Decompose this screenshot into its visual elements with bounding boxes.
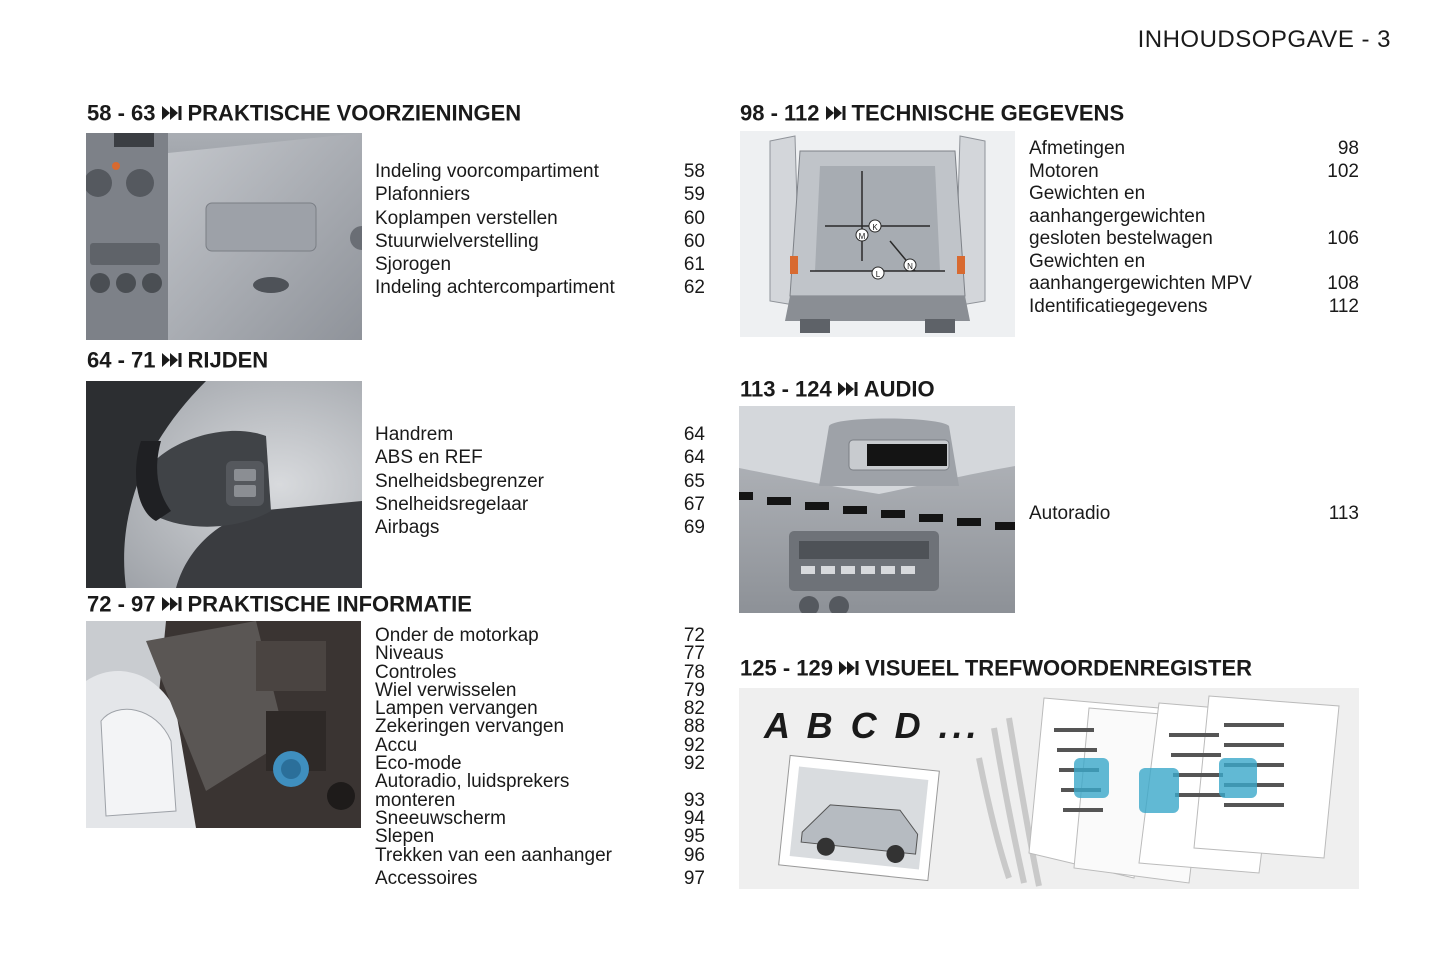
toc-entry[interactable] bbox=[375, 446, 705, 469]
toc-entry[interactable] bbox=[375, 493, 705, 516]
diagram-label: L bbox=[875, 270, 881, 279]
section-heading-visueel-trefwoordenregister bbox=[740, 655, 1252, 684]
toc-entry[interactable] bbox=[375, 645, 705, 663]
section-range: 125 - 129 bbox=[740, 655, 833, 681]
toc-entry[interactable] bbox=[1029, 502, 1359, 525]
toc-entry[interactable] bbox=[375, 718, 705, 736]
section-range: 72 - 97 bbox=[87, 591, 156, 617]
toc-entry[interactable] bbox=[1029, 296, 1359, 319]
toc-entry[interactable] bbox=[375, 773, 705, 791]
skip-forward-icon bbox=[162, 591, 182, 617]
toc-entry[interactable] bbox=[375, 828, 705, 846]
entry-label: Zekeringen vervangen bbox=[375, 716, 565, 738]
entry-page: 62 bbox=[683, 277, 705, 299]
section-title: RIJDEN bbox=[187, 347, 269, 373]
entry-page: 58 bbox=[683, 161, 705, 182]
engine-bay-photo bbox=[86, 621, 361, 828]
entry-label: Koplampen verstellen bbox=[375, 207, 558, 229]
skip-forward-icon bbox=[838, 376, 858, 402]
entry-page: 98 bbox=[1337, 138, 1359, 159]
entry-page: 69 bbox=[683, 517, 705, 539]
section-heading-praktische-voorzieningen bbox=[87, 100, 521, 129]
entry-label: monteren bbox=[375, 789, 456, 811]
entry-page: 79 bbox=[683, 679, 705, 701]
diagram-label: N bbox=[907, 262, 913, 271]
entry-label: Accu bbox=[375, 734, 418, 756]
skip-forward-icon bbox=[162, 347, 182, 373]
entry-label: Lampen vervangen bbox=[375, 698, 538, 720]
section-heading-rijden bbox=[87, 347, 268, 376]
entry-page: 96 bbox=[683, 844, 705, 866]
toc-entry[interactable] bbox=[1029, 251, 1359, 274]
toc-entry[interactable] bbox=[375, 844, 705, 866]
entry-label: Sneeuwscherm bbox=[375, 807, 506, 829]
toc-list-praktische-informatie bbox=[375, 627, 705, 888]
entry-label: Gewichten en bbox=[1029, 250, 1146, 272]
toc-entry[interactable] bbox=[1029, 273, 1359, 296]
skip-forward-icon bbox=[162, 100, 182, 126]
entry-page: 102 bbox=[1327, 160, 1359, 182]
entry-page: 92 bbox=[683, 753, 705, 775]
entry-page: 77 bbox=[683, 643, 705, 665]
toc-list-technische-gegevens bbox=[1029, 138, 1359, 318]
entry-label: Identificatiegegevens bbox=[1029, 295, 1208, 317]
section-range: 113 - 124 bbox=[740, 376, 832, 402]
entry-label: Accessoires bbox=[375, 867, 478, 889]
section-title: PRAKTISCHE INFORMATIE bbox=[187, 591, 472, 617]
steering-stalk-photo bbox=[86, 381, 362, 588]
entry-label: Airbags bbox=[375, 517, 440, 539]
index-pages-illustration bbox=[739, 688, 1359, 889]
cargo-dimensions-diagram bbox=[740, 131, 1015, 337]
entry-label: Onder de motorkap bbox=[375, 625, 539, 646]
entry-page: 112 bbox=[1328, 295, 1359, 317]
entry-page: 92 bbox=[683, 734, 705, 756]
toc-entry[interactable] bbox=[1029, 228, 1359, 251]
entry-page: 82 bbox=[683, 698, 705, 720]
entry-page: 93 bbox=[683, 789, 705, 811]
toc-entry[interactable] bbox=[1029, 138, 1359, 161]
toc-entry[interactable] bbox=[375, 516, 705, 539]
entry-page: 108 bbox=[1327, 273, 1359, 294]
entry-page: 67 bbox=[683, 493, 705, 515]
section-title: VISUEEL TREFWOORDENREGISTER bbox=[864, 655, 1253, 681]
entry-label: Gewichten en bbox=[1029, 183, 1146, 204]
entry-label: Motoren bbox=[1029, 160, 1099, 182]
dashboard-glovebox-photo bbox=[86, 133, 362, 340]
toc-entry[interactable] bbox=[375, 276, 705, 299]
toc-list-praktische-voorzieningen bbox=[375, 160, 705, 300]
toc-entry[interactable] bbox=[1029, 206, 1359, 229]
entry-page: 61 bbox=[683, 254, 705, 276]
section-title: PRAKTISCHE VOORZIENINGEN bbox=[187, 100, 522, 126]
entry-label: aanhangergewichten bbox=[1029, 205, 1206, 227]
skip-forward-icon bbox=[826, 100, 846, 126]
section-heading-praktische-informatie bbox=[87, 591, 472, 620]
toc-entry[interactable] bbox=[1029, 183, 1359, 206]
entry-page: 72 bbox=[683, 625, 705, 646]
entry-label: Afmetingen bbox=[1029, 138, 1126, 159]
toc-entry[interactable] bbox=[1029, 161, 1359, 184]
toc-list-audio bbox=[1029, 502, 1359, 525]
entry-page: 88 bbox=[683, 716, 705, 738]
toc-entry[interactable] bbox=[375, 423, 705, 446]
entry-label: Plafonniers bbox=[375, 184, 471, 206]
entry-label: Controles bbox=[375, 661, 457, 683]
entry-page: 106 bbox=[1327, 228, 1359, 249]
entry-page: 64 bbox=[683, 447, 705, 469]
skip-forward-icon bbox=[839, 655, 859, 681]
illustration-letters: A B C D ... bbox=[764, 705, 981, 746]
entry-label: Snelheidsbegrenzer bbox=[375, 470, 545, 492]
entry-label: Snelheidsregelaar bbox=[375, 493, 529, 515]
section-heading-audio bbox=[740, 376, 935, 405]
entry-page: 65 bbox=[683, 470, 705, 492]
toc-entry[interactable] bbox=[375, 183, 705, 206]
section-range: 58 - 63 bbox=[87, 100, 156, 126]
toc-entry[interactable] bbox=[375, 470, 705, 493]
entry-label: Indeling voorcompartiment bbox=[375, 161, 599, 182]
entry-label: Autoradio bbox=[1029, 503, 1111, 524]
page-title: INHOUDSOPGAVE - 3 bbox=[1137, 26, 1391, 53]
entry-page: 78 bbox=[683, 661, 705, 683]
entry-label: Indeling achtercompartiment bbox=[375, 277, 615, 299]
entry-page: 60 bbox=[683, 230, 705, 252]
entry-label: Eco-mode bbox=[375, 753, 462, 775]
entry-page: 113 bbox=[1328, 503, 1359, 524]
entry-label: gesloten bestelwagen bbox=[1029, 228, 1213, 249]
entry-label: Trekken van een aanhanger bbox=[375, 844, 612, 866]
section-title: AUDIO bbox=[863, 376, 935, 402]
entry-page: 95 bbox=[683, 826, 705, 848]
section-title: TECHNISCHE GEGEVENS bbox=[851, 100, 1125, 126]
toc-entry[interactable] bbox=[375, 160, 705, 183]
entry-label: Handrem bbox=[375, 424, 454, 445]
entry-label: Wiel verwisselen bbox=[375, 679, 517, 701]
diagram-label: K bbox=[872, 223, 878, 232]
entry-label: Slepen bbox=[375, 826, 435, 848]
section-range: 98 - 112 bbox=[740, 100, 820, 126]
entry-page: 64 bbox=[683, 424, 705, 445]
entry-page: 94 bbox=[683, 807, 705, 829]
entry-label: aanhangergewichten MPV bbox=[1029, 273, 1252, 294]
entry-page: 59 bbox=[683, 184, 705, 206]
entry-page: 97 bbox=[683, 867, 705, 889]
entry-label: Stuurwielverstelling bbox=[375, 230, 539, 252]
entry-label: Sjorogen bbox=[375, 254, 452, 276]
toc-entry[interactable] bbox=[375, 253, 705, 276]
section-range: 64 - 71 bbox=[87, 347, 156, 373]
toc-entry[interactable] bbox=[375, 207, 705, 230]
entry-label: Autoradio, luidsprekers bbox=[375, 771, 570, 793]
toc-entry[interactable] bbox=[375, 230, 705, 253]
entry-page: 60 bbox=[683, 207, 705, 229]
diagram-label: M bbox=[858, 232, 866, 241]
toc-entry[interactable] bbox=[375, 867, 705, 889]
toc-list-rijden bbox=[375, 423, 705, 539]
section-heading-technische-gegevens bbox=[740, 100, 1124, 129]
entry-label: ABS en REF bbox=[375, 447, 483, 469]
radio-console-photo bbox=[739, 406, 1015, 613]
entry-label: Niveaus bbox=[375, 643, 444, 665]
